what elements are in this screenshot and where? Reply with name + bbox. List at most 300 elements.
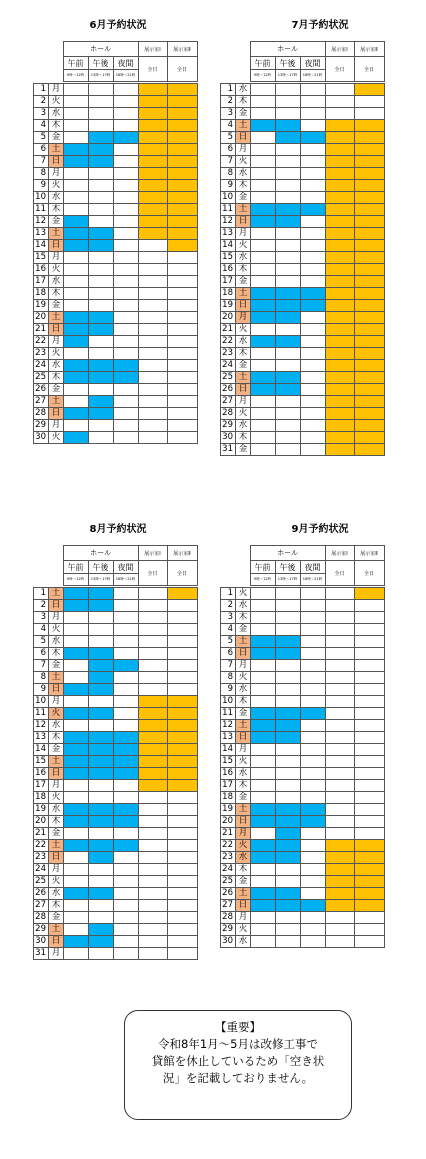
afternoon-header: 午後 — [88, 57, 113, 70]
gallery1-slot — [326, 156, 355, 168]
all-day-label: 全日 — [325, 561, 354, 586]
day-number: 12 — [221, 216, 236, 228]
morning-slot — [64, 936, 89, 948]
weekday-cell: 火 — [49, 708, 64, 720]
day-number: 10 — [221, 696, 236, 708]
morning-slot — [251, 912, 276, 924]
day-number: 17 — [34, 780, 49, 792]
day-number: 11 — [221, 204, 236, 216]
morning-slot — [64, 768, 89, 780]
weekday-cell: 水 — [49, 192, 64, 204]
morning-slot — [251, 240, 276, 252]
evening-slot — [301, 684, 326, 696]
calendar-row — [34, 792, 198, 804]
evening-slot — [114, 672, 139, 684]
gallery1-slot — [326, 672, 355, 684]
calendar-row — [34, 348, 198, 360]
afternoon-slot — [276, 240, 301, 252]
morning-slot — [251, 336, 276, 348]
calendar-row — [221, 252, 385, 264]
gallery1-slot — [326, 264, 355, 276]
calendar-row — [221, 204, 385, 216]
morning-slot — [251, 372, 276, 384]
gallery2-slot — [168, 156, 198, 168]
day-number: 15 — [34, 756, 49, 768]
morning-slot — [251, 876, 276, 888]
day-number: 13 — [221, 732, 236, 744]
gallery2-slot — [168, 132, 198, 144]
weekday-cell: 日 — [236, 216, 251, 228]
day-number: 19 — [221, 300, 236, 312]
all-day-label: 全日 — [325, 57, 354, 82]
gallery1-slot — [139, 156, 168, 168]
gallery1-header: 展示室Ⅰ — [138, 546, 167, 561]
calendar-row — [221, 648, 385, 660]
day-number: 20 — [221, 312, 236, 324]
gallery1-slot — [139, 936, 168, 948]
calendar-row — [34, 648, 198, 660]
day-number: 26 — [221, 384, 236, 396]
gallery2-slot — [355, 600, 385, 612]
afternoon-slot — [276, 120, 301, 132]
weekday-cell: 水 — [236, 684, 251, 696]
weekday-cell: 月 — [236, 744, 251, 756]
afternoon-slot — [89, 636, 114, 648]
afternoon-slot — [89, 744, 114, 756]
evening-slot — [301, 792, 326, 804]
morning-slot — [64, 264, 89, 276]
day-number: 6 — [221, 144, 236, 156]
evening-slot — [114, 348, 139, 360]
gallery2-slot — [168, 780, 198, 792]
gallery2-slot — [168, 828, 198, 840]
gallery1-slot — [139, 348, 168, 360]
gallery2-slot — [168, 804, 198, 816]
gallery2-slot — [355, 444, 385, 456]
gallery1-slot — [139, 432, 168, 444]
day-number: 15 — [221, 252, 236, 264]
calendar-row — [34, 780, 198, 792]
weekday-cell: 木 — [49, 816, 64, 828]
afternoon-slot — [89, 828, 114, 840]
evening-slot — [301, 108, 326, 120]
afternoon-slot — [276, 612, 301, 624]
weekday-cell: 火 — [49, 792, 64, 804]
morning-slot — [64, 648, 89, 660]
gallery1-slot — [139, 900, 168, 912]
gallery2-slot — [355, 312, 385, 324]
afternoon-slot — [89, 900, 114, 912]
calendar-row — [34, 312, 198, 324]
weekday-cell: 月 — [49, 84, 64, 96]
afternoon-slot — [89, 696, 114, 708]
day-number: 22 — [221, 336, 236, 348]
evening-slot — [114, 888, 139, 900]
gallery2-slot — [355, 864, 385, 876]
calendar-row — [34, 156, 198, 168]
day-number: 16 — [221, 768, 236, 780]
gallery1-slot — [326, 912, 355, 924]
evening-slot — [114, 840, 139, 852]
weekday-cell: 日 — [49, 936, 64, 948]
afternoon-slot — [89, 396, 114, 408]
day-number: 24 — [221, 864, 236, 876]
gallery2-slot — [355, 144, 385, 156]
gallery1-slot — [326, 372, 355, 384]
gallery1-slot — [139, 912, 168, 924]
gallery1-header: 展示室Ⅰ — [325, 546, 354, 561]
gallery1-slot — [139, 180, 168, 192]
gallery2-slot — [355, 876, 385, 888]
evening-slot — [114, 384, 139, 396]
weekday-cell: 月 — [236, 912, 251, 924]
evening-header: 夜間 — [113, 561, 138, 574]
gallery2-slot — [168, 696, 198, 708]
gallery2-slot — [168, 600, 198, 612]
afternoon-slot — [276, 924, 301, 936]
morning-slot — [64, 732, 89, 744]
calendar-row — [34, 852, 198, 864]
weekday-cell: 金 — [49, 300, 64, 312]
calendar-row — [34, 816, 198, 828]
morning-slot — [64, 240, 89, 252]
calendar-grid — [220, 587, 385, 948]
afternoon-slot — [276, 780, 301, 792]
weekday-cell: 日 — [49, 852, 64, 864]
day-number: 24 — [34, 360, 49, 372]
afternoon-slot — [89, 660, 114, 672]
afternoon-slot — [276, 336, 301, 348]
afternoon-time: 13時～17時 — [88, 574, 113, 586]
day-number: 16 — [34, 768, 49, 780]
morning-slot — [64, 924, 89, 936]
gallery2-slot — [168, 684, 198, 696]
afternoon-time: 13時～17時 — [88, 70, 113, 82]
gallery1-slot — [326, 624, 355, 636]
evening-slot — [114, 312, 139, 324]
gallery2-slot — [355, 624, 385, 636]
day-number: 2 — [221, 600, 236, 612]
evening-slot — [114, 84, 139, 96]
afternoon-slot — [276, 840, 301, 852]
weekday-cell: 月 — [49, 780, 64, 792]
gallery1-slot — [139, 660, 168, 672]
calendar-title: 6月予約状況 — [89, 20, 147, 31]
evening-slot — [301, 192, 326, 204]
morning-slot — [64, 132, 89, 144]
calendar-row — [34, 84, 198, 96]
morning-slot — [64, 420, 89, 432]
gallery2-slot — [168, 408, 198, 420]
afternoon-time: 13時～17時 — [275, 574, 300, 586]
weekday-cell: 水 — [49, 108, 64, 120]
evening-slot — [301, 624, 326, 636]
weekday-cell: 金 — [49, 384, 64, 396]
day-number: 21 — [34, 324, 49, 336]
day-number: 20 — [34, 312, 49, 324]
evening-slot — [114, 300, 139, 312]
weekday-cell: 木 — [49, 120, 64, 132]
gallery2-slot — [168, 768, 198, 780]
morning-header: 午前 — [250, 57, 275, 70]
evening-slot — [301, 756, 326, 768]
morning-header: 午前 — [250, 561, 275, 574]
evening-slot — [301, 288, 326, 300]
afternoon-slot — [276, 84, 301, 96]
afternoon-slot — [89, 708, 114, 720]
day-number: 4 — [34, 120, 49, 132]
gallery1-slot — [326, 828, 355, 840]
morning-slot — [64, 432, 89, 444]
morning-header: 午前 — [63, 561, 88, 574]
gallery1-slot — [139, 108, 168, 120]
all-day-label: 全日 — [138, 561, 167, 586]
morning-slot — [64, 588, 89, 600]
afternoon-slot — [89, 276, 114, 288]
afternoon-slot — [276, 216, 301, 228]
afternoon-slot — [276, 408, 301, 420]
morning-slot — [64, 744, 89, 756]
gallery1-slot — [139, 240, 168, 252]
afternoon-slot — [89, 432, 114, 444]
weekday-cell: 土 — [49, 312, 64, 324]
weekday-cell: 土 — [236, 120, 251, 132]
evening-slot — [301, 816, 326, 828]
gallery2-slot — [355, 372, 385, 384]
morning-slot — [64, 96, 89, 108]
morning-slot — [64, 900, 89, 912]
calendar-row — [34, 660, 198, 672]
calendar-row — [34, 276, 198, 288]
gallery1-slot — [139, 420, 168, 432]
evening-slot — [114, 792, 139, 804]
gallery2-slot — [355, 300, 385, 312]
calendar-row — [34, 876, 198, 888]
weekday-cell: 土 — [49, 396, 64, 408]
gallery1-slot — [326, 792, 355, 804]
gallery1-slot — [326, 120, 355, 132]
gallery1-slot — [139, 168, 168, 180]
calendar-row — [221, 120, 385, 132]
day-number: 12 — [34, 720, 49, 732]
morning-slot — [64, 408, 89, 420]
gallery2-slot — [355, 204, 385, 216]
gallery1-slot — [326, 708, 355, 720]
evening-slot — [301, 120, 326, 132]
morning-slot — [64, 228, 89, 240]
morning-slot — [64, 660, 89, 672]
calendar-row — [221, 684, 385, 696]
gallery2-slot — [168, 120, 198, 132]
gallery1-slot — [326, 444, 355, 456]
gallery2-slot — [355, 936, 385, 948]
weekday-cell: 月 — [49, 612, 64, 624]
calendar-row — [221, 864, 385, 876]
weekday-cell: 木 — [236, 780, 251, 792]
evening-slot — [301, 636, 326, 648]
weekday-cell: 日 — [49, 408, 64, 420]
calendar-row — [221, 636, 385, 648]
afternoon-slot — [276, 876, 301, 888]
day-number: 2 — [34, 600, 49, 612]
evening-time: 18時～21時 — [113, 574, 138, 586]
gallery1-slot — [139, 792, 168, 804]
gallery2-slot — [355, 732, 385, 744]
gallery1-slot — [326, 180, 355, 192]
morning-time: 9時～12時 — [250, 70, 275, 82]
weekday-cell: 水 — [236, 936, 251, 948]
day-number: 5 — [221, 132, 236, 144]
weekday-cell: 木 — [236, 696, 251, 708]
afternoon-slot — [276, 348, 301, 360]
evening-slot — [301, 888, 326, 900]
weekday-cell: 日 — [236, 132, 251, 144]
gallery1-slot — [326, 132, 355, 144]
evening-slot — [301, 240, 326, 252]
calendar-row — [221, 744, 385, 756]
evening-slot — [301, 696, 326, 708]
afternoon-slot — [89, 420, 114, 432]
day-number: 14 — [221, 744, 236, 756]
evening-slot — [114, 396, 139, 408]
weekday-cell: 火 — [236, 840, 251, 852]
afternoon-slot — [276, 648, 301, 660]
calendar-row — [221, 132, 385, 144]
gallery2-slot — [168, 660, 198, 672]
evening-slot — [114, 900, 139, 912]
evening-slot — [301, 804, 326, 816]
morning-slot — [64, 696, 89, 708]
calendar-row — [34, 384, 198, 396]
gallery1-slot — [139, 780, 168, 792]
calendar-row — [221, 228, 385, 240]
afternoon-slot — [89, 384, 114, 396]
weekday-cell: 土 — [49, 672, 64, 684]
afternoon-slot — [89, 156, 114, 168]
weekday-cell: 木 — [49, 288, 64, 300]
gallery1-slot — [139, 852, 168, 864]
weekday-cell: 金 — [236, 624, 251, 636]
evening-slot — [114, 96, 139, 108]
gallery2-slot — [355, 768, 385, 780]
morning-slot — [64, 120, 89, 132]
gallery1-slot — [139, 612, 168, 624]
morning-slot — [64, 144, 89, 156]
calendar-row — [221, 216, 385, 228]
evening-slot — [114, 852, 139, 864]
evening-slot — [114, 924, 139, 936]
weekday-cell: 火 — [49, 348, 64, 360]
day-number: 28 — [34, 408, 49, 420]
calendar-row — [221, 876, 385, 888]
evening-slot — [114, 588, 139, 600]
afternoon-slot — [89, 324, 114, 336]
evening-slot — [301, 912, 326, 924]
weekday-cell: 水 — [49, 804, 64, 816]
gallery2-slot — [355, 276, 385, 288]
day-number: 26 — [34, 384, 49, 396]
gallery2-slot — [355, 384, 385, 396]
afternoon-slot — [89, 180, 114, 192]
evening-slot — [301, 396, 326, 408]
day-number: 25 — [34, 876, 49, 888]
gallery2-slot — [355, 216, 385, 228]
afternoon-slot — [89, 720, 114, 732]
gallery2-header: 展示室Ⅱ — [167, 546, 197, 561]
calendar-row — [34, 612, 198, 624]
weekday-cell: 月 — [236, 312, 251, 324]
evening-slot — [301, 600, 326, 612]
afternoon-slot — [276, 816, 301, 828]
morning-slot — [64, 204, 89, 216]
morning-slot — [251, 588, 276, 600]
calendar-row — [221, 444, 385, 456]
gallery2-slot — [168, 948, 198, 960]
all-day-label: 全日 — [138, 57, 167, 82]
calendar-row — [34, 204, 198, 216]
morning-slot — [251, 432, 276, 444]
day-number: 19 — [34, 300, 49, 312]
afternoon-slot — [89, 912, 114, 924]
weekday-cell: 土 — [49, 840, 64, 852]
weekday-cell: 日 — [49, 600, 64, 612]
afternoon-slot — [89, 132, 114, 144]
afternoon-slot — [276, 660, 301, 672]
evening-slot — [301, 936, 326, 948]
morning-slot — [64, 84, 89, 96]
weekday-cell: 水 — [49, 360, 64, 372]
evening-slot — [114, 252, 139, 264]
evening-slot — [114, 132, 139, 144]
gallery2-slot — [168, 912, 198, 924]
gallery1-slot — [326, 252, 355, 264]
gallery2-slot — [168, 240, 198, 252]
evening-slot — [114, 684, 139, 696]
calendar-row — [34, 900, 198, 912]
afternoon-slot — [276, 180, 301, 192]
day-number: 22 — [34, 336, 49, 348]
morning-slot — [64, 864, 89, 876]
gallery1-slot — [326, 192, 355, 204]
day-number: 23 — [34, 852, 49, 864]
gallery2-slot — [168, 264, 198, 276]
gallery2-slot — [355, 756, 385, 768]
gallery1-slot — [326, 144, 355, 156]
afternoon-slot — [89, 312, 114, 324]
morning-slot — [64, 636, 89, 648]
evening-slot — [114, 120, 139, 132]
morning-slot — [251, 744, 276, 756]
afternoon-slot — [89, 252, 114, 264]
afternoon-slot — [276, 276, 301, 288]
afternoon-slot — [276, 384, 301, 396]
afternoon-slot — [89, 816, 114, 828]
day-number: 5 — [221, 636, 236, 648]
morning-slot — [251, 348, 276, 360]
calendar-row — [221, 180, 385, 192]
weekday-cell: 金 — [236, 192, 251, 204]
gallery1-slot — [326, 168, 355, 180]
gallery1-slot — [326, 660, 355, 672]
weekday-cell: 火 — [236, 924, 251, 936]
evening-slot — [114, 420, 139, 432]
weekday-cell: 月 — [49, 420, 64, 432]
gallery2-slot — [168, 144, 198, 156]
gallery2-slot — [355, 252, 385, 264]
gallery1-slot — [139, 276, 168, 288]
weekday-cell: 土 — [236, 888, 251, 900]
gallery2-slot — [168, 732, 198, 744]
